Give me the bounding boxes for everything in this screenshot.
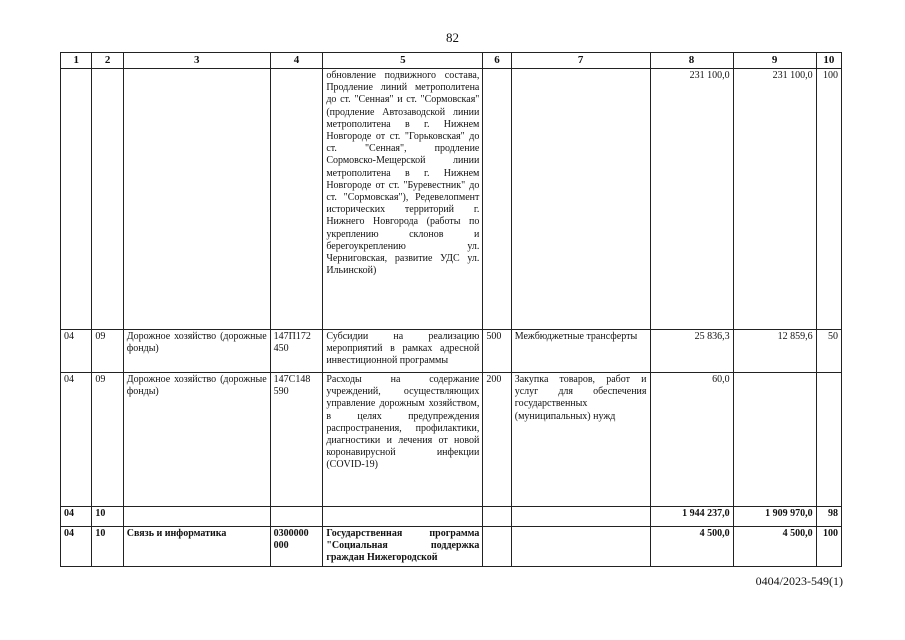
executed-amount: 12 859,6 bbox=[733, 330, 816, 373]
header-row bbox=[61, 53, 842, 69]
article-description: Субсидии на реализацию мероприятий в рамках адресной инвестиционной программы bbox=[323, 330, 483, 373]
execution-percent: 100 bbox=[816, 527, 841, 567]
header-cell: 7 bbox=[511, 53, 650, 69]
article-description: Государственная программа "Социальная поддержка граждан Нижегородской bbox=[323, 527, 483, 567]
target-article-code: 147С148 590 bbox=[270, 373, 323, 507]
section-name: Дорожное хозяйство (дорожные фонды) bbox=[123, 330, 270, 373]
section-code bbox=[61, 69, 92, 330]
expense-type-name bbox=[511, 507, 650, 527]
header-cell: 8 bbox=[650, 53, 733, 69]
table-row bbox=[61, 330, 842, 373]
header-cell: 6 bbox=[483, 53, 511, 69]
table-row bbox=[61, 507, 842, 527]
table-row bbox=[61, 373, 842, 507]
budget-table bbox=[60, 52, 842, 567]
target-article-code bbox=[270, 507, 323, 527]
expense-type-code bbox=[483, 507, 511, 527]
expense-type-name bbox=[511, 69, 650, 330]
executed-amount: 231 100,0 bbox=[733, 69, 816, 330]
header-cell: 4 bbox=[270, 53, 323, 69]
executed-amount: 1 909 970,0 bbox=[733, 507, 816, 527]
expense-type-name: Межбюджетные трансферты bbox=[511, 330, 650, 373]
subsection-code bbox=[92, 69, 123, 330]
expense-type-name bbox=[511, 527, 650, 567]
subsection-code: 09 bbox=[92, 373, 123, 507]
expense-type-code bbox=[483, 527, 511, 567]
expense-type-code: 500 bbox=[483, 330, 511, 373]
table-row bbox=[61, 527, 842, 567]
target-article-code: 147П172 450 bbox=[270, 330, 323, 373]
article-description: обновление подвижного состава, Продление линий метрополитена до ст. "Сенная" и ст. "Сормовская" (продление Автозаводской линии метрополитена в г. Нижнем Новгороде от ст. "Горьковская" до ст. "Сенная", продление Сормовско-Мещерской линии метрополитена в г. Нижнем Новгороде от ст. "Буревестник" до ст. "Сормовская"), Редевелопмент исторических территорий г. Нижнего Новгорода (работы по укреплению склонов и берегоукреплению ул. Черниговская, развитие УДС ул. Ильинской) bbox=[323, 69, 483, 330]
article-description bbox=[323, 507, 483, 527]
planned-amount: 60,0 bbox=[650, 373, 733, 507]
subsection-code: 10 bbox=[92, 507, 123, 527]
expense-type-code: 200 bbox=[483, 373, 511, 507]
header-cell: 9 bbox=[733, 53, 816, 69]
planned-amount: 231 100,0 bbox=[650, 69, 733, 330]
planned-amount: 1 944 237,0 bbox=[650, 507, 733, 527]
expense-type-code bbox=[483, 69, 511, 330]
section-name: Дорожное хозяйство (дорожные фонды) bbox=[123, 373, 270, 507]
target-article-code bbox=[270, 69, 323, 330]
section-code: 04 bbox=[61, 373, 92, 507]
execution-percent: 50 bbox=[816, 330, 841, 373]
section-code: 04 bbox=[61, 527, 92, 567]
section-code: 04 bbox=[61, 330, 92, 373]
table-row bbox=[61, 69, 842, 330]
page-number: 82 bbox=[446, 30, 459, 45]
section-name: Связь и информатика bbox=[123, 527, 270, 567]
section-code: 04 bbox=[61, 507, 92, 527]
expense-type-name: Закупка товаров, работ и услуг для обеспечения государственных (муниципальных) нужд bbox=[511, 373, 650, 507]
section-name bbox=[123, 507, 270, 527]
header-cell: 1 bbox=[61, 53, 92, 69]
planned-amount: 25 836,3 bbox=[650, 330, 733, 373]
executed-amount: 4 500,0 bbox=[733, 527, 816, 567]
planned-amount: 4 500,0 bbox=[650, 527, 733, 567]
execution-percent: 100 bbox=[816, 69, 841, 330]
section-name bbox=[123, 69, 270, 330]
header-cell: 10 bbox=[816, 53, 841, 69]
header-cell: 3 bbox=[123, 53, 270, 69]
execution-percent: 98 bbox=[816, 507, 841, 527]
target-article-code: 0300000 000 bbox=[270, 527, 323, 567]
header-cell: 5 bbox=[323, 53, 483, 69]
subsection-code: 10 bbox=[92, 527, 123, 567]
document-code: 0404/2023-549(1) bbox=[755, 574, 843, 588]
executed-amount bbox=[733, 373, 816, 507]
execution-percent bbox=[816, 373, 841, 507]
article-description: Расходы на содержание учреждений, осуществляющих управление дорожным хозяйством, в целях предупреждения распространения, профилактики, диагностики и лечения от новой коронавирусной инфекции (COVID-19) bbox=[323, 373, 483, 507]
subsection-code: 09 bbox=[92, 330, 123, 373]
header-cell: 2 bbox=[92, 53, 123, 69]
